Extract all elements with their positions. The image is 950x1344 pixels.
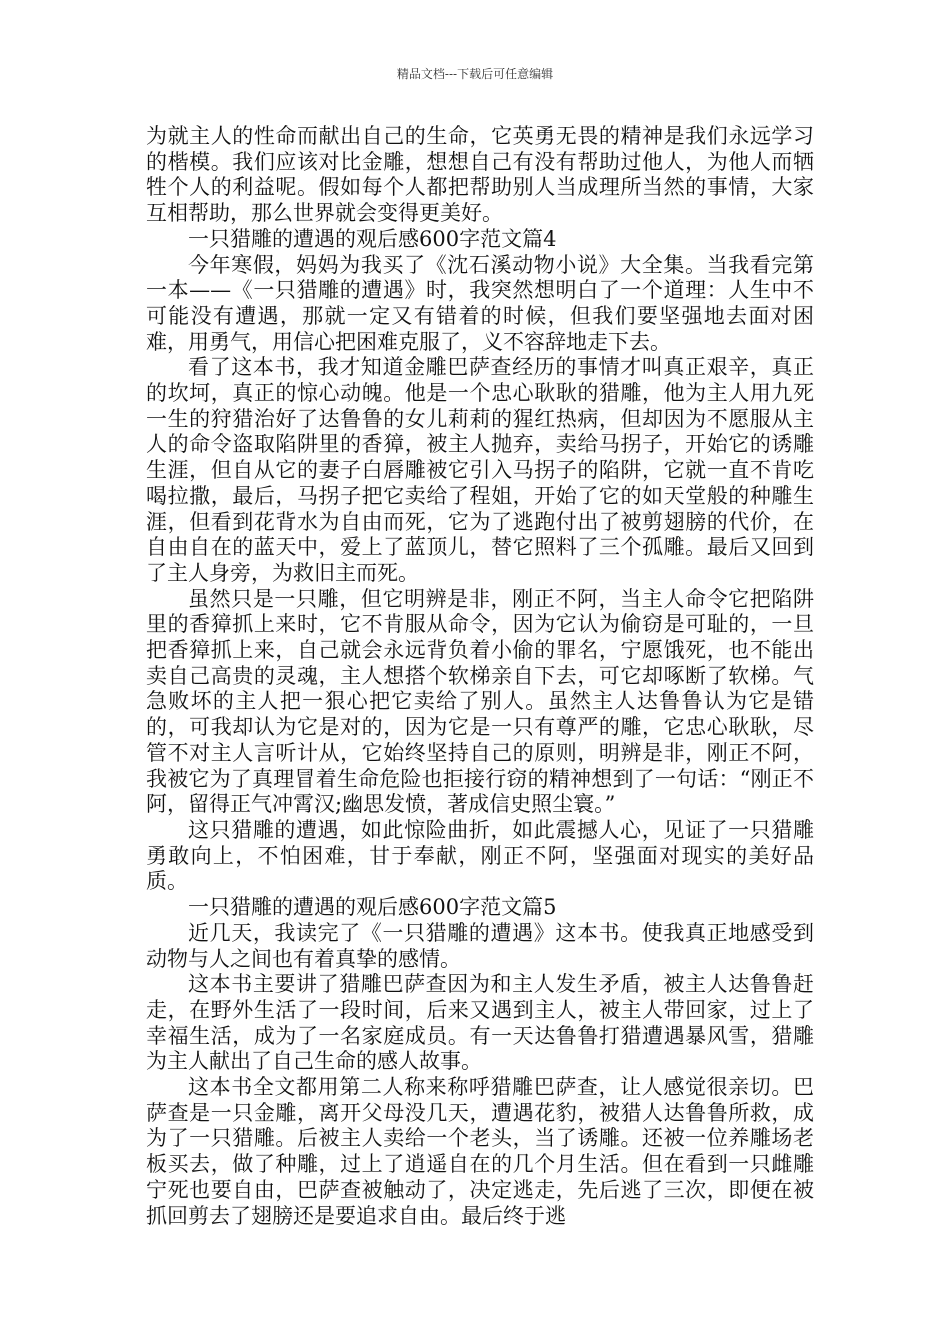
paragraph: 这只猎雕的遭遇，如此惊险曲折，如此震撼人心，见证了一只猎雕勇敢向上，不怕困难，甘于奉献，刚正不阿，坚强面对现实的美好品质。 (146, 817, 814, 894)
section-heading: 一只猎雕的遭遇的观后感600字范文篇4 (188, 226, 557, 251)
paragraph: 今年寒假，妈妈为我买了《沈石溪动物小说》大全集。当我看完第一本——《一只猎雕的遭遇》时，我突然想明白了一个道理：人生中不可能没有遭遇，那就一定又有错着的时候，但我们要坚强地去面对困难，用勇气，用信心把困难克服了，义不容辞地走下去。 (146, 252, 814, 354)
paragraph: 这本书全文都用第二人称来称呼猎雕巴萨查，让人感觉很亲切。巴萨查是一只金雕，离开父母没几天，遭遇花豹，被猎人达鲁鲁所救，成为了一只猎雕。后被主人卖给一个老头，当了诱雕。还被一位养雕场老板买去，做了种雕，过上了逍遥自在的几个月生活。但在看到一只雌雕宁死也要自由，巴萨查被触动了，决定逃走，先后逃了三次，即便在被抓回剪去了翅膀还是要追求自由。最后终于逃 (146, 1075, 814, 1228)
paragraph: 虽然只是一只雕，但它明辨是非，刚正不阿，当主人命令它把陷阱里的香獐抓上来时，它不肯服从命令，因为它认为偷窃是可耻的，一旦把香獐抓上来，自己就会永远背负着小偷的罪名，宁愿饿死，也不能出卖自己高贵的灵魂，主人想搭个软梯亲自下去，可它却啄断了软梯。气急败坏的主人把一狠心把它卖给了别人。虽然主人达鲁鲁认为它是错的，可我却认为它是对的，因为它是一只有尊严的雕，它忠心耿耿，尽管不对主人言听计从，它始终坚持自己的原则，明辨是非，刚正不阿，我被它为了真理冒着生命危险也拒接行窃的精神想到了一句话：“刚正不阿，留得正气冲霄汉;幽思发愤，著成信史照尘寰。” (146, 586, 814, 817)
paragraph: 看了这本书，我才知道金雕巴萨查经历的事情才叫真正艰辛，真正的坎坷，真正的惊心动魄。他是一个忠心耿耿的猎雕，他为主人用九死一生的狩猎治好了达鲁鲁的女儿莉莉的猩红热病，但却因为不愿服从主人的命令盗取陷阱里的香獐，被主人抛弃，卖给马拐子，开始它的诱雕生涯，但自从它的妻子白唇雕被它引入马拐子的陷阱，它就一直不肯吃喝拉撒，最后，马拐子把它卖给了程姐，开始了它的如天堂般的种雕生涯，但看到花背水为自由而死，它为了逃跑付出了被剪翅膀的代价，在自由自在的蓝天中，爱上了蓝顶儿，替它照料了三个孤雕。最后又回到了主人身旁，为救旧主而死。 (146, 355, 814, 585)
page-header: 精品文档---下载后可任意编辑 (396, 67, 554, 81)
paragraph: 这本书主要讲了猎雕巴萨查因为和主人发生矛盾，被主人达鲁鲁赶走，在野外生活了一段时间，后来又遇到主人，被主人带回家，过上了幸福生活，成为了一名家庭成员。有一天达鲁鲁打猎遭遇暴风雪，猎雕为主人献出了自己生命的感人故事。 (146, 972, 814, 1074)
paragraph: 为就主人的性命而献出自己的生命，它英勇无畏的精神是我们永远学习的楷模。我们应该对比金雕，想想自己有没有帮助过他人，为他人而牺牲个人的利益呢。假如每个人都把帮助别人当成理所当然的事情，大家互相帮助，那么世界就会变得更美好。 (146, 124, 814, 226)
section-heading: 一只猎雕的遭遇的观后感600字范文篇5 (188, 895, 557, 920)
paragraph: 近几天，我读完了《一只猎雕的遭遇》这本书。使我真正地感受到动物与人之间也有着真挚的感情。 (146, 920, 814, 971)
document-body (146, 124, 814, 1229)
